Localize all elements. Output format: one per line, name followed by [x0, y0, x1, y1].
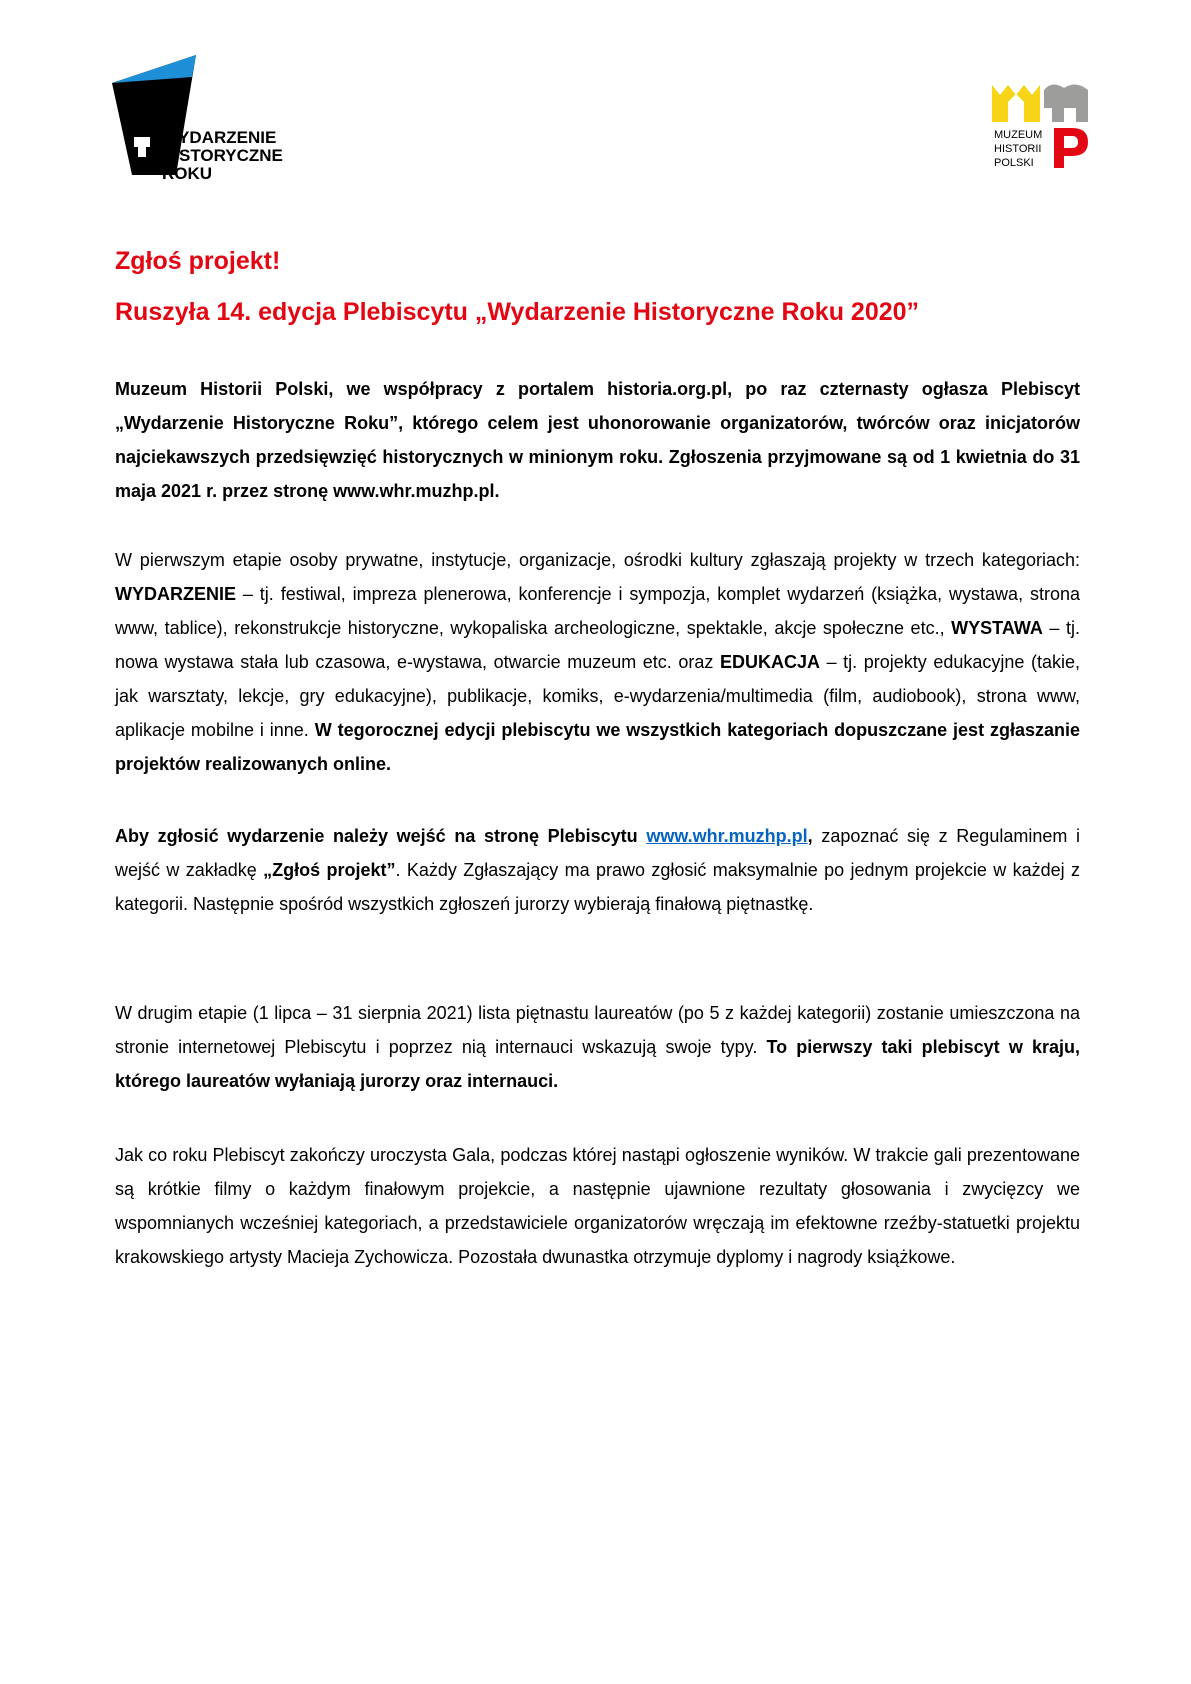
category-wystawa: WYSTAWA — [951, 618, 1043, 638]
how-to-apply-text-2: . Każdy Zgłaszający ma prawo zgłosić maksymalnie po jednym projekcie w każdej z kategorii. Następnie spośród wszystkich zgłoszeń jurorzy wybierają finałową piętnastkę. — [115, 860, 1080, 914]
how-to-apply-lead: Aby zgłosić wydarzenie należy wejść na stronę Plebiscytu — [115, 826, 647, 846]
logo-left-line2: HISTORYCZNE — [162, 146, 283, 165]
logo-left-line3: ROKU — [162, 164, 213, 183]
stage-two-text: W drugim etapie (1 lipca – 31 sierpnia 2021) lista piętnastu laureatów (po 5 z każdej kategorii) zostanie umieszczona na stronie internetowej Plebiscytu i poprzez nią internauci wskazują swoje typy. — [115, 1003, 1080, 1057]
stage-one-paragraph — [115, 543, 1080, 781]
stage-one-text-3: – tj. nowa wystawa stała lub czasowa, e-wystawa, otwarcie muzeum etc. oraz — [115, 618, 1080, 672]
logo-right-line3: POLSKI — [994, 157, 1034, 169]
muzeum-historii-polski-logo — [992, 80, 1092, 180]
logo-right-line1: MUZEUM — [994, 129, 1043, 141]
stage-one-text-2: – tj. festiwal, impreza plenerowa, konferencje i sympozja, komplet wydarzeń (książka, wystawa, strona www, tablice), rekonstrukcje historyczne, wykopaliska archeologiczne, spektakle, akcje społeczne etc., — [115, 584, 1080, 638]
page-subtitle: Ruszyła 14. edycja Plebiscytu „Wydarzenie Historyczne Roku 2020” — [115, 298, 920, 326]
stage-one-text-1: W pierwszym etapie osoby prywatne, instytucje, organizacje, ośrodki kultury zgłaszają projekty w trzech kategoriach: — [115, 550, 1080, 570]
how-to-apply-paragraph — [115, 819, 1080, 921]
whr-website-link[interactable]: www.whr.muzhp.pl — [646, 826, 808, 846]
how-to-apply-text-1: zapoznać się z Regulaminem i wejść w zakładkę — [115, 826, 1080, 880]
how-to-apply-comma: , — [807, 826, 813, 846]
wydarzenie-historyczne-roku-logo — [112, 55, 302, 185]
stage-two-highlight: To pierwszy taki plebiscyt w kraju, którego laureatów wyłaniają jurorzy oraz internauci. — [115, 1037, 1081, 1091]
logo-right-line2: HISTORII — [994, 143, 1042, 155]
online-note: W tegorocznej edycji plebiscytu we wszystkich kategoriach dopuszczane jest zgłaszanie projektów realizowanych online. — [115, 720, 1080, 774]
page-title: Zgłoś projekt! — [115, 247, 281, 275]
submit-project-tab-name: „Zgłoś projekt” — [263, 860, 396, 880]
intro-paragraph — [115, 372, 1080, 508]
stage-two-paragraph — [115, 996, 1080, 1098]
logo-left-line1: WYDARZENIE — [162, 128, 277, 147]
intro-text: Muzeum Historii Polski, we współpracy z portalem historia.org.pl, po raz czternasty ogłasza Plebiscyt „Wydarzenie Historyczne Roku”, którego celem jest uhonorowanie organizatorów, twórców oraz inicjatorów najciekawszych przedsięwzięć historycznych w minionym roku. Zgłoszenia przyjmowane są od 1 kwietnia do 31 maja 2021 r. przez stronę www.whr.muzhp.pl. — [115, 379, 1080, 501]
stage-one-text-4: – tj. projekty edukacyjne (takie, jak warsztaty, lekcje, gry edukacyjne), publikacje, komiks, e-wydarzenia/multimedia (film, audiobook), strona www, aplikacje mobilne i inne. — [115, 652, 1080, 740]
category-wydarzenie: WYDARZENIE — [115, 584, 236, 604]
gala-paragraph: Jak co roku Plebiscyt zakończy uroczysta Gala, podczas której nastąpi ogłoszenie wyników. W trakcie gali prezentowane są krótkie filmy o każdym finałowym projekcie, a następnie ujawnione rezultaty głosowania i zwycięzcy we wspomnianych wcześniej kategoriach, a przedstawiciele organizatorów wręczają im efektowne rzeźby-statuetki projektu krakowskiego artysty Macieja Zychowicza. Pozostała dwunastka otrzymuje dyplomy i nagrody książkowe. — [115, 1145, 1080, 1267]
category-edukacja: EDUKACJA — [719, 652, 820, 672]
